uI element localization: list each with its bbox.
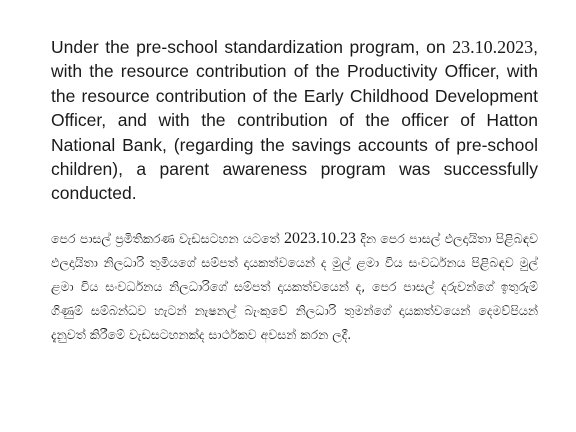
english-text-start: Under the pre-school standardization program, on [51,37,453,57]
sinhala-text-end: දින පෙර පාසල් ඵලදායිතා පිළිබඳව ඵලදායිතා නිලධාරි තුමියගේ සම්පත් දායකත්වයෙන් ද මුල් ළමා විය සංවර්ධනය පිළිබඳව මුල් ළමා විය සංවර්ධනය නිලධාරිගේ සම්පත් දායකත්වයෙන් ද, පෙර පාසල් දරුවන්ගේ ඉතුරුම් ගිණුම් සම්බන්ධව හැටන් නැෂනල් බැංකුවේ නිලධාරි තුමන්ගේ දායකත්වයෙන් දෙමව්පියන් දැනුවත් කිරීමේ වැඩසටහනක්ද සාර්ථකව අවසන් කරන ලදී. [51,231,538,342]
sinhala-text-start: පෙර පාසල් ප්‍රමිතිකරණ වැඩසටහන යටතේ [51,231,284,246]
sinhala-date: 2023.10.23 [283,230,356,247]
sinhala-paragraph [51,227,538,347]
english-paragraph [51,35,538,206]
english-date: 23.10.2023 [452,37,534,57]
english-text-end: , with the resource contribution of the Productivity Officer, with the resource contribution of the Early Childhood Development Officer, and with the contribution of the officer of Hatton National Bank, (regarding the savings accounts of pre-school children), a parent awareness program was successfully conducted. [51,37,538,204]
